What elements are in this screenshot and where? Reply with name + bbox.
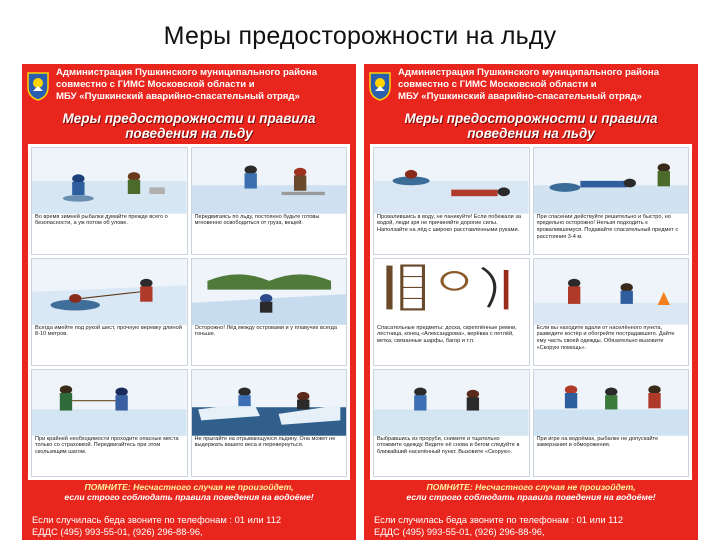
emergency-phones bbox=[374, 514, 692, 538]
panel-caption: При крайней необходимости проходите опасные места только со страховкой. Передвигайтесь при этом скользящим шагом. bbox=[35, 435, 179, 456]
panel-caption: Передвигаясь по льду, постоянно будьте готовы мгновенно освободиться от груза, вещей. bbox=[194, 213, 320, 227]
thin-ice-illustration bbox=[192, 259, 347, 325]
poster-right bbox=[364, 64, 698, 540]
illustration-panel bbox=[191, 258, 348, 366]
illustration-panel bbox=[373, 147, 530, 255]
warning-box bbox=[28, 482, 350, 512]
safety-line-illustration bbox=[32, 370, 187, 436]
illustration-panel bbox=[373, 369, 530, 477]
phone-line: Если случилась беда звоните по телефонам : 01 или 112 bbox=[374, 514, 624, 525]
illustration-panel bbox=[533, 258, 690, 366]
panel-caption: Осторожно! Лёд между островами и у плавучих всегда тоньше. bbox=[194, 324, 338, 338]
illustration-panel bbox=[31, 369, 188, 477]
org-line: МБУ «Пушкинский аварийно-спасательный отряд» bbox=[56, 91, 300, 102]
running-to-village-illustration bbox=[374, 370, 529, 436]
panel-caption: Если вы находите вдали от населённого пункта, разведите костёр и обогрейте пострадавшего. Дайте ему часть своей одежды. Обязательно вызовите «Скорую помощь». bbox=[536, 324, 675, 351]
org-line: совместно с ГИМС Московской области и bbox=[56, 79, 255, 90]
panel-caption: Провалившись в воду, не паникуйте! Если побежали за водой, люди зря не причиняйте дорогие силы. Наползайте на лёд с широко расставленными руками. bbox=[377, 213, 521, 234]
walking-on-ice-illustration bbox=[192, 148, 347, 214]
panel-caption: Спасательные предметы: доска, скреплённые ремни, лестница, конец «Александрова», верёвка с петлёй, ветка, связанные шарфы, багор и т.п. bbox=[377, 324, 517, 345]
illustration-panel bbox=[31, 147, 188, 255]
warning-line: если строго соблюдать правила поведения на водоёме! bbox=[406, 492, 656, 502]
panel-caption: Выбравшись из проруби, снимите и тщательно отожмите одежду. Ведите её снова и бегом следуйте в ближайший населённый пункт. Вызовите «Скорую». bbox=[377, 435, 520, 456]
panel-caption: Не прыгайте на отрывающуюся льдину. Она может не выдержать вашего веса и перевернуться. bbox=[194, 435, 336, 449]
illustration-panel bbox=[533, 369, 690, 477]
poster-title-line: Меры предосторожности и правила bbox=[62, 111, 316, 126]
org-line: совместно с ГИМС Московской области и bbox=[398, 79, 597, 90]
poster-title-line: поведения на льду bbox=[125, 126, 253, 141]
poster-left bbox=[22, 64, 356, 540]
illustration-panel bbox=[191, 369, 348, 477]
rescue-crawl-illustration bbox=[534, 148, 689, 214]
illustration-grid bbox=[370, 144, 692, 480]
warming-by-fire-illustration bbox=[534, 259, 689, 325]
warning-line: если строго соблюдать правила поведения на водоёме! bbox=[64, 492, 314, 502]
poster-title bbox=[368, 111, 694, 143]
skating-illustration bbox=[534, 370, 689, 436]
fallen-through-ice-illustration bbox=[374, 148, 529, 214]
ice-floe-illustration bbox=[192, 370, 347, 436]
rope-and-pole-illustration bbox=[32, 259, 187, 325]
warning-box bbox=[370, 482, 692, 512]
panel-caption: При игре на водоёмах, рыбалке не допускайте замерзания и обморожения. bbox=[536, 435, 659, 449]
phone-line: Если случилась беда звоните по телефонам : 01 или 112 bbox=[32, 514, 282, 525]
slide-title: Меры предосторожности на льду bbox=[163, 22, 557, 50]
coat-of-arms-icon bbox=[26, 71, 50, 101]
phone-line: ЕДДС (495) 993-55-01, (926) 296-88-96, bbox=[32, 526, 203, 537]
warning-line: ПОМНИТЕ: Несчастного случая не произойдет, bbox=[426, 482, 636, 492]
poster-header bbox=[26, 67, 352, 111]
panel-caption: При спасении действуйте решительно и быстро, но предельно осторожно! Нельзя подходить к провалившемуся. Подавайте спасательный предмет с расстояния 3-4 м. bbox=[536, 213, 679, 240]
illustration-panel bbox=[373, 258, 530, 366]
rescue-tools-illustration bbox=[374, 259, 529, 325]
poster-header bbox=[368, 67, 694, 111]
poster-title-line: Меры предосторожности и правила bbox=[404, 111, 658, 126]
org-line: МБУ «Пушкинский аварийно-спасательный отряд» bbox=[398, 91, 642, 102]
phone-line: ЕДДС (495) 993-55-01, (926) 296-88-96, bbox=[374, 526, 545, 537]
illustration-grid bbox=[28, 144, 350, 480]
poster-title bbox=[26, 111, 352, 143]
illustration-panel bbox=[31, 258, 188, 366]
poster-title-line: поведения на льду bbox=[467, 126, 595, 141]
emergency-phones bbox=[32, 514, 350, 538]
coat-of-arms-icon bbox=[368, 71, 392, 101]
warning-line: ПОМНИТЕ: Несчастного случая не произойдет, bbox=[84, 482, 294, 492]
panel-caption: Во время зимней рыбалки думайте прежде всего о безопасности, а уж потом об улове. bbox=[35, 213, 168, 227]
panel-caption: Всегда имейте под рукой шест, прочную веревку длиной 8-10 метров. bbox=[35, 324, 182, 338]
illustration-panel bbox=[533, 147, 690, 255]
illustration-panel bbox=[191, 147, 348, 255]
ice-fishing-illustration bbox=[32, 148, 187, 214]
org-line: Администрация Пушкинского муниципального района bbox=[56, 67, 318, 78]
org-line: Администрация Пушкинского муниципального района bbox=[398, 67, 660, 78]
